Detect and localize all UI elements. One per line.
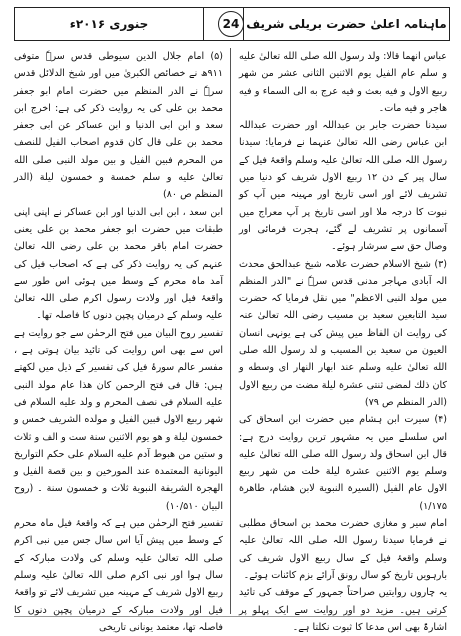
right-column xyxy=(239,48,447,633)
paragraph-point-5: (۵) امام جلال الدین سیوطی قدس سرہٗ متوفی ۹۱۱ھ نے خصائص الکبریٰ میں اور شیخ الدلائل قدس سرہٗ نے الدر المنظم میں حضرت امام ابو جعفر محمد بن علی کی یہ روایت ذکر کی ہے: اخرج ابن سعد و ابن ابی الدنیا و ابن عساکر عن ابی جعفر محمد بن علی قال کان قدوم اصحاب الفیل للنصف من المحرم فبین الفیل و بین مولد النبی صلی الله تعالىٰ عليه و سلم خمسة و خمسون ليلة (الدر المنظم ص ۸۰) xyxy=(14,51,223,201)
paragraph-ibn-saad: ابن سعد ، ابن ابی الدنیا اور ابن عساکر نے اپنی اپنی طبقات میں حضرت ابو جعفر محمد بن علی یعنی حضرت امام باقر محمد بن علی رضی اللہ تعالیٰ عنہم کی یہ روایت ذکر کی ہے کہ اصحاب فیل کی آمد ماہ محرم کے وسط میں ہوئی اس طور سے واقعۂ فیل اور ولادت رسول اکرم صلی اللہ تعالیٰ علیہ وسلم کے درمیان پچپن دنوں کا فاصلہ تھا۔ xyxy=(14,206,223,322)
column-divider xyxy=(230,48,231,614)
paragraph-jabir-ibn-abbas: سیدنا حضرت جابر بن عبداللہ اور حضرت عبداللہ ابن عباس رضی اللہ تعالیٰ عنہما نے فرمایا: سیدنا رسول اللہ صلی اللہ تعالیٰ علیہ وسلم واقعۂ فیل کے سال پیر کے دن ۱۲ ربیع الاول شریف کو دنیا میں تشریف لائے اور اسی تاریخ اور مہینہ میں آپ کو نبوت کا درجہ ملا اور اسی تاریخ پر آپ معراج میں آسمانوں پر تشریف لے گئے، ہجرت فرمائی اور وصال حق سے سرشار ہوئے۔ xyxy=(239,120,447,253)
left-column xyxy=(14,48,223,633)
bottom-rule xyxy=(14,616,447,617)
paragraph-point-4: (۴) سیرت ابن ہشام میں حضرت ابن اسحاق کی اس سلسلے میں یہ مشہور ترین روایت درج ہے: قال ابن اسحاق ولد رسول الله صلى الله تعالىٰ عليه وسلم يوم الاثنين عشرة ليلة خلت من شهر ربيع الاول عام الفيل (السيرة النبوية لابن هشام، طاهرة ۱/۱۷۵) xyxy=(239,414,447,512)
issue-date: جنوری ۲۰۱۶ء xyxy=(15,8,204,40)
page-header xyxy=(14,7,450,41)
paragraph-ibn-ishaq: امام سیر و مغازی حضرت محمد بن اسحاق مطلبی نے فرمایا سیدنا رسول اللہ صلی اللہ تعالیٰ علیہ وسلم واقعۂ فیل کے سال ربیع الاول شریف کی بارہویں تاریخ کو سال رونق آرائے بزم کائنات ہوئے۔ xyxy=(239,518,447,581)
paragraph-conclusion: یہ چاروں روایتیں صراحتاً جمہور کے موقف کی تائید کرتی ہیں۔ مزید دو اور روایت سے ایک پہلو پر اشارۃً بھی اس مدعا کا ثبوت نکلتا ہے۔ xyxy=(239,587,447,633)
page-number: 24 xyxy=(218,11,244,37)
paragraph-point-3: (۳) شیخ الاسلام حضرت علامہ شیخ عبدالحق محدث الہ آبادی مہاجر مدنی قدس سرہٗ نے "الدر المنظم میں مولد النبی الاعظم" میں نقل فرمایا کہ حضرت سید التابعین سعید بن مسیب رضی اللہ تعالیٰ عنہ کی روایت ان الفاظ میں پیش کی ہے یونہی انسان العیون من سعيد بن المسيب و لد رسول الله صلى الله تعالىٰ عليه وسلم عند ابهار النهار اى وسطه و كان ذلك لمضى ثنتى عشرة ليلة مضت من ربيع الاول (الدر المنظم ص ۷۹) xyxy=(239,258,447,408)
paragraph-fath-al-rahman: تفسیر فتح الرحمٰن میں ہے کہ واقعۂ فیل ماہ محرم کے وسط میں پیش آیا اس سال جس میں نبی اکرم صلی اللہ تعالیٰ علیہ وسلم کی ولادت مبارکہ کے سال ہوا اور نبی اکرم صلی اللہ تعالیٰ علیہ وسلم ربیع الاول شریف کے مہینہ میں تشریف لائے تو واقعۂ فیل اور ولادت مبارکہ کے درمیان پچپن دنوں کا فاصلہ تھا، معتمد یونانی تاریخی xyxy=(14,518,223,633)
paragraph-arabic-hadith: عباس انهما قالا: ولد رسول الله صلى الله تعالىٰ عليه و سلم عام الفيل يوم الاثنين الثانى عشر من شهر ربيع الاول و فيه بعث و فيه عرج به الى السماء و فيه هاجر و فيه مات۔ xyxy=(239,51,447,114)
magazine-title: ماہنامہ اعلیٰ حضرت بریلی شریف xyxy=(243,8,449,40)
paragraph-ruh-al-bayan: تفسیر روح البیان میں فتح الرحمٰن سے جو روایت ہے اس سے بھی اس روایت کی تائید بیان ہوتی ہے ، مفسر عالم سورۂ فیل کی تفسیر کے ذیل میں لکھتے ہیں: قال فی فتح الرحمن کان هذا عام مولد النبی علیه السلام فی نصف المحرم و ولد علیه السلام فی شهر ربیع الاول فبین الفیل و مولده الشریف خمس و خمسون لیلة و هو یوم الاثنین سنة ست و الف و ثلاث و ستین من هبوط آدم علیه السلام علی حکم التواریخ الیونانیة المعتمدة عند المورخین و بین قصة الفیل و الهجرة الشریفة النبویة ثلاث و خمسون سنة ۔ (روح البیان ۱۰/۵۱۰) xyxy=(14,327,223,512)
